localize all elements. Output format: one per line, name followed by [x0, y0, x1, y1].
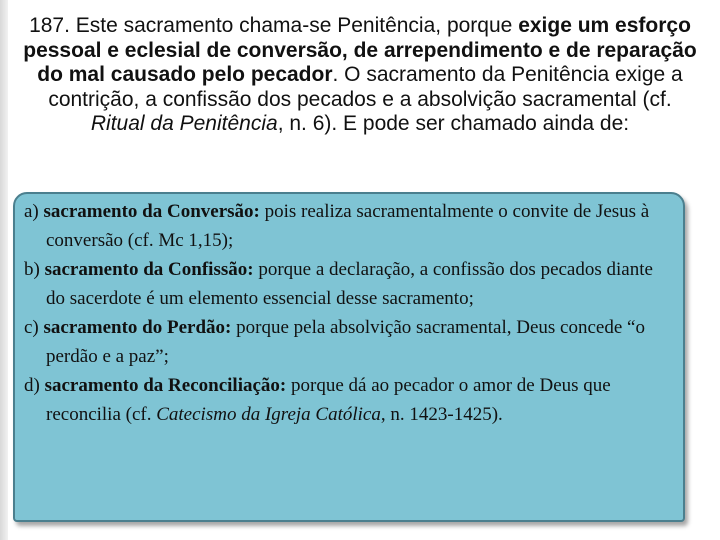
item-b-prefix: b)	[24, 259, 45, 280]
list-item-c	[24, 313, 676, 371]
item-a-prefix: a)	[24, 201, 44, 222]
intro-paragraph	[22, 14, 698, 137]
list-item-d	[24, 371, 676, 429]
intro-text-bold: exige um esforço pessoal e eclesial de conversão, de arrependimento e de reparação do mal causado pelo pecador	[23, 14, 697, 86]
item-c-term: sacramento do Perdão:	[43, 317, 232, 338]
item-d-ref-tail: , n. 1423-1425).	[380, 404, 503, 425]
item-c-desc: porque pela absolvição sacramental, Deus concede “o perdão e a paz”;	[46, 317, 645, 367]
item-c-prefix: c)	[24, 317, 44, 338]
intro-text-5: , n. 6). E pode ser chamado ainda de:	[277, 112, 630, 135]
item-a-desc: pois realiza sacramentalmente o convite de Jesus à conversão (cf. Mc 1,15);	[46, 201, 650, 251]
list-item-a	[24, 197, 676, 255]
intro-text-1: 187. Este sacramento chama-se Penitência, porque	[29, 14, 519, 37]
item-d-prefix: d)	[24, 375, 45, 396]
item-d-desc: porque dá ao pecador o amor de Deus que reconcilia (cf.	[46, 375, 611, 425]
left-edge-rule	[0, 0, 8, 540]
item-b-desc: porque a declaração, a confissão dos pecados diante do sacerdote é um elemento essencial desse sacramento;	[46, 259, 653, 309]
intro-text-italic: Ritual da Penitência	[90, 112, 278, 135]
item-a-term: sacramento da Conversão:	[43, 201, 260, 222]
names-list	[24, 197, 676, 429]
item-d-ref-italic: Catecismo da Igreja Católica	[156, 404, 381, 425]
intro-text-3: . O sacramento da Penitência exige a contrição, a confissão dos pecados e a absolvição sacramental (cf.	[48, 63, 683, 111]
item-d-term: sacramento da Reconciliação:	[44, 375, 287, 396]
item-b-term: sacramento da Confissão:	[44, 259, 254, 280]
list-item-b	[24, 255, 676, 313]
